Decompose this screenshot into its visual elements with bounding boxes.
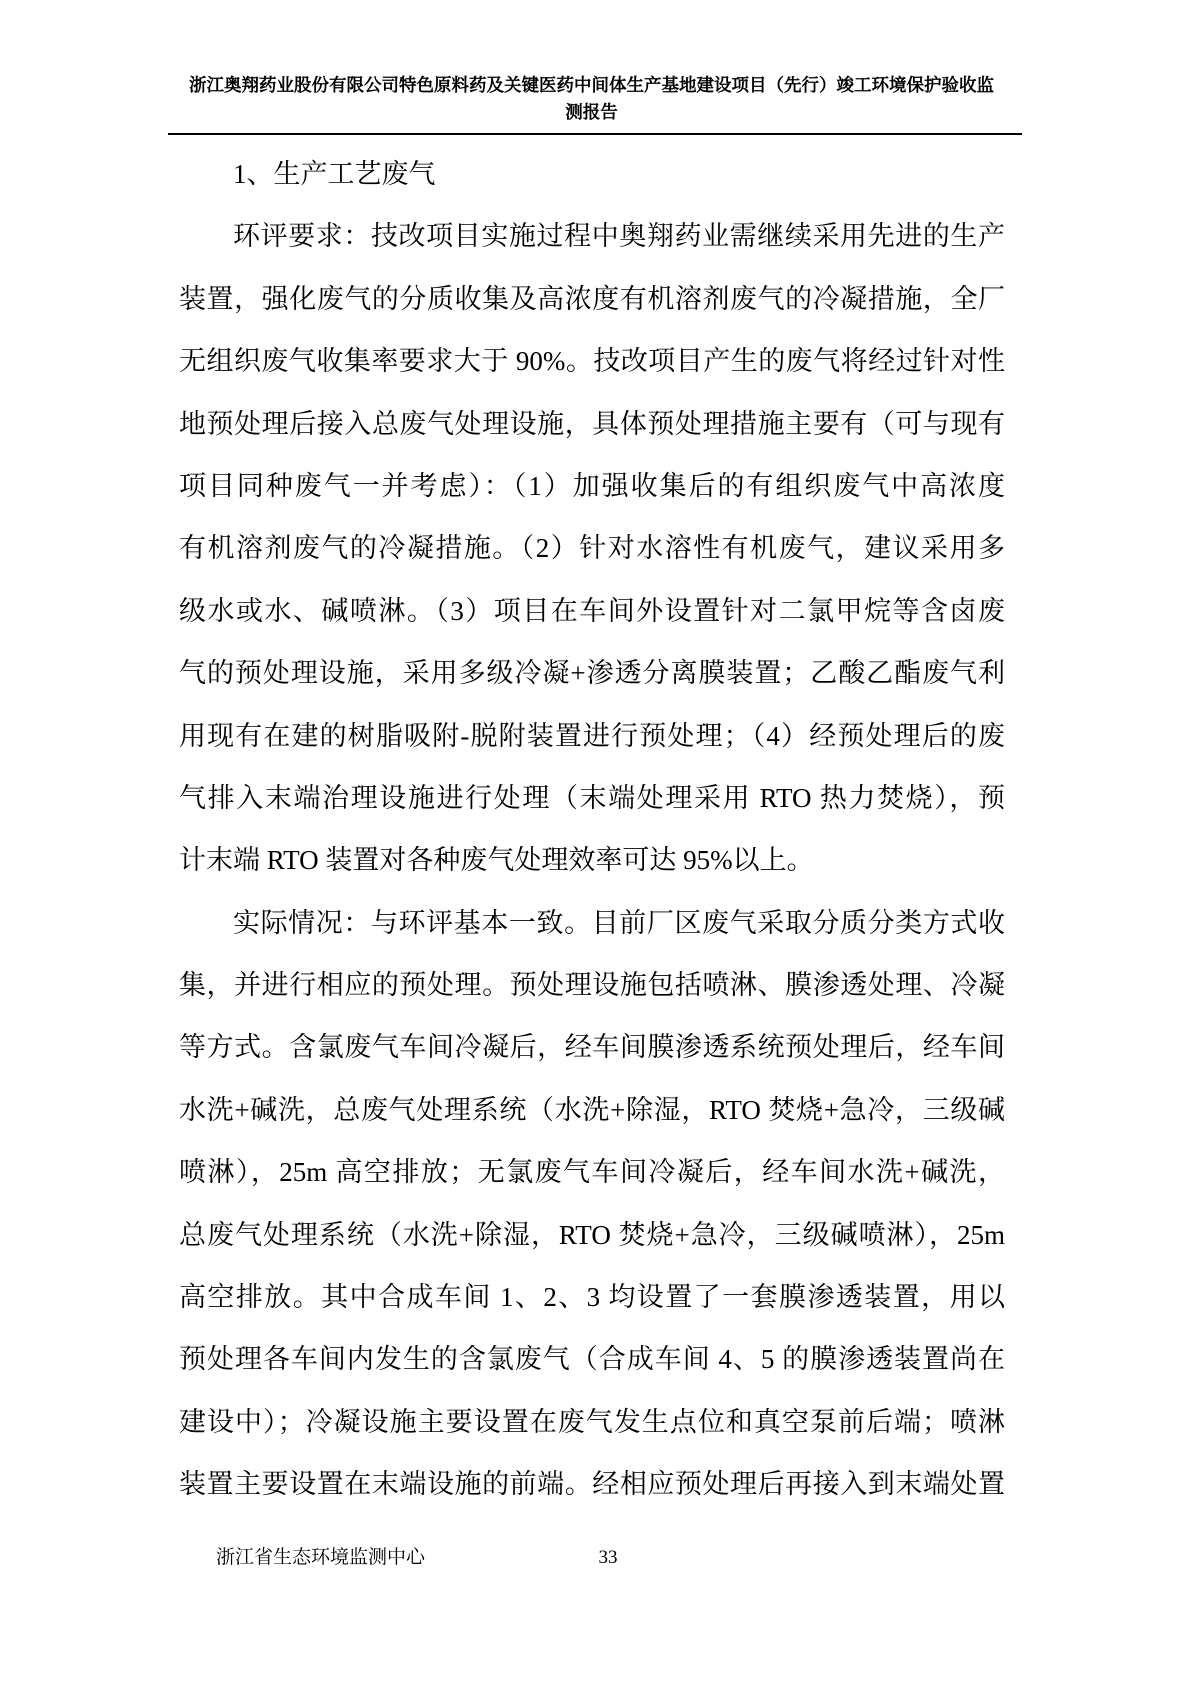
text-line: 实际情况：与环评基本一致。目前厂区废气采取分质分类方式收 xyxy=(233,907,1005,938)
text-line: 总废气处理系统（水洗+除湿，RTO 焚烧+急冷，三级碱喷淋），25m xyxy=(179,1219,1005,1250)
header-rule xyxy=(168,133,1022,135)
page-number: 33 xyxy=(598,1547,618,1568)
text-line: 装置主要设置在末端设施的前端。经相应预处理后再接入到末端处置 xyxy=(179,1469,1005,1500)
text-line: 高空排放。其中合成车间 1、2、3 均设置了一套膜渗透装置，用以 xyxy=(179,1282,1005,1313)
text-line: 等方式。含氯废气车间冷凝后，经车间膜渗透系统预处理后，经车间 xyxy=(179,1032,1005,1063)
text-line: 喷淋），25m 高空排放；无氯废气车间冷凝后，经车间水洗+碱洗， xyxy=(179,1157,1005,1188)
text-line: 预处理各车间内发生的含氯废气（合成车间 4、5 的膜渗透装置尚在 xyxy=(179,1344,1005,1375)
footer-organization: 浙江省生态环境监测中心 xyxy=(216,1547,426,1568)
text-line: 气排入末端治理设施进行处理（末端处理采用 RTO 热力焚烧），预 xyxy=(179,782,1005,813)
text-line: 水洗+碱洗，总废气处理系统（水洗+除湿，RTO 焚烧+急冷，三级碱 xyxy=(179,1094,1005,1125)
page-header-title: 浙江奥翔药业股份有限公司特色原料药及关键医药中间体生产基地建设项目（先行）竣工环境保护验收监测报告 xyxy=(189,75,994,122)
text-line: 集，并进行相应的预处理。预处理设施包括喷淋、膜渗透处理、冷凝 xyxy=(179,970,1005,1001)
section-heading: 1、生产工艺废气 xyxy=(233,159,436,189)
text-line: 项目同种废气一并考虑）：（1）加强收集后的有组织废气中高浓度 xyxy=(179,470,1005,501)
text-line: 气的预处理设施，采用多级冷凝+渗透分离膜装置；乙酸乙酯废气利 xyxy=(179,658,1005,689)
text-line: 环评要求：技改项目实施过程中奥翔药业需继续采用先进的生产 xyxy=(233,221,1005,252)
text-line: 无组织废气收集率要求大于 90%。技改项目产生的废气将经过针对性 xyxy=(179,346,1005,377)
text-line: 地预处理后接入总废气处理设施，具体预处理措施主要有（可与现有 xyxy=(179,408,1005,439)
text-line: 用现有在建的树脂吸附-脱附装置进行预处理；（4）经预处理后的废 xyxy=(179,720,1005,751)
document-body xyxy=(179,143,1005,1516)
text-line: 有机溶剂废气的冷凝措施。（2）针对水溶性有机废气，建议采用多 xyxy=(179,533,1005,564)
text-line: 计末端 RTO 装置对各种废气处理效率可达 95%以上。 xyxy=(179,845,814,876)
text-line: 装置，强化废气的分质收集及高浓度有机溶剂废气的冷凝措施，全厂 xyxy=(179,283,1005,314)
text-line: 级水或水、碱喷淋。（3）项目在车间外设置针对二氯甲烷等含卤废 xyxy=(179,595,1005,626)
text-line: 建设中）；冷凝设施主要设置在废气发生点位和真空泵前后端；喷淋 xyxy=(179,1406,1005,1437)
